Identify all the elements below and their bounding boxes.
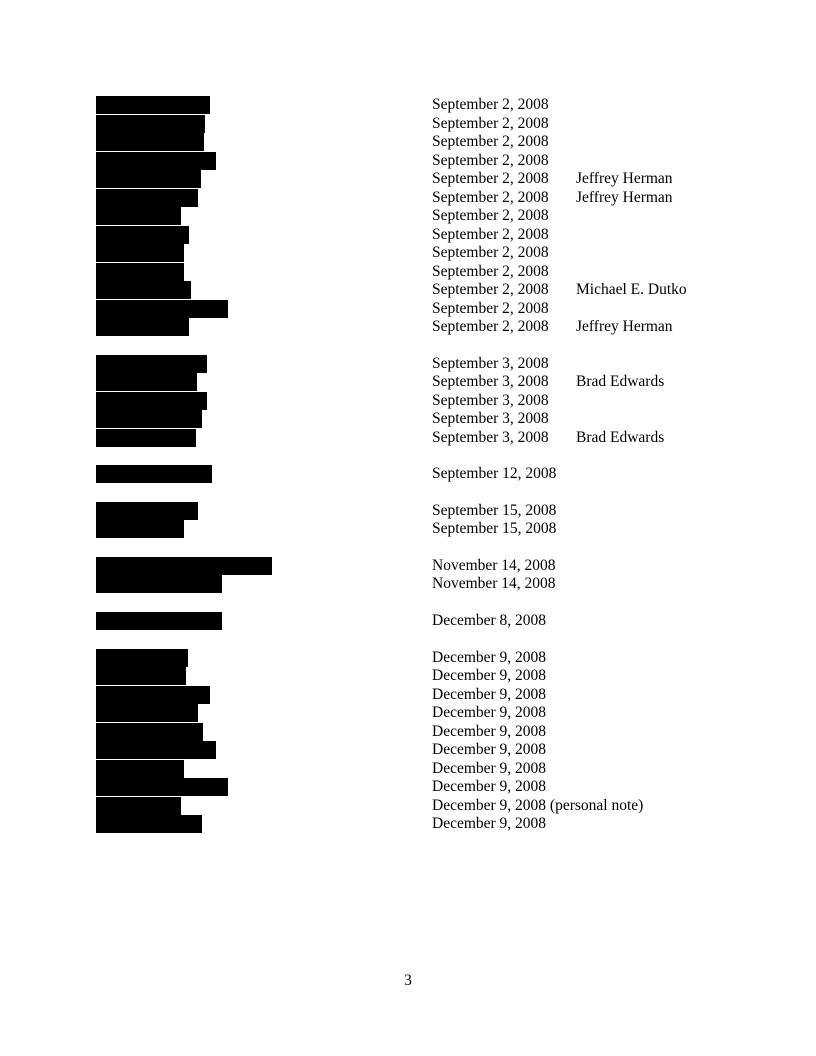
entry-date: December 9, 2008 xyxy=(432,760,547,777)
redaction-bar xyxy=(96,133,204,151)
entry-date: September 2, 2008 xyxy=(432,318,549,335)
entry-row xyxy=(0,429,816,447)
entry-row xyxy=(0,410,816,428)
redaction-bar xyxy=(96,575,222,593)
entry-date: September 2, 2008 xyxy=(432,244,549,261)
entry-date: November 14, 2008 xyxy=(432,557,556,574)
redaction-bar xyxy=(96,96,210,114)
entry-row xyxy=(0,263,816,281)
entry-row xyxy=(0,300,816,318)
entry-date: September 2, 2008 xyxy=(432,226,549,243)
entry-row xyxy=(0,189,816,207)
entry-date: September 3, 2008 xyxy=(432,410,549,427)
entry-row xyxy=(0,502,816,520)
redaction-bar xyxy=(96,207,181,225)
redaction-bar xyxy=(96,778,228,796)
redaction-bar xyxy=(96,557,272,575)
redaction-bar xyxy=(96,429,196,447)
entry-row xyxy=(0,115,816,133)
entry-row xyxy=(0,465,816,483)
entry-date: December 9, 2008 xyxy=(432,778,547,795)
entry-date: September 2, 2008 xyxy=(432,170,549,187)
entry-date: December 9, 2008 (personal note) xyxy=(432,797,644,814)
entry-date: September 2, 2008 xyxy=(432,152,549,169)
redaction-bar xyxy=(96,115,205,133)
redaction-bar xyxy=(96,281,191,299)
entry-row xyxy=(0,723,816,741)
redaction-bar xyxy=(96,465,212,483)
entry-row xyxy=(0,170,816,188)
entry-date: September 2, 2008 xyxy=(432,189,549,206)
redaction-bar xyxy=(96,263,184,281)
redaction-bar xyxy=(96,410,202,428)
entry-date: September 2, 2008 xyxy=(432,281,549,298)
entry-row xyxy=(0,797,816,815)
entry-date: December 9, 2008 xyxy=(432,815,547,832)
entry-date: September 2, 2008 xyxy=(432,133,549,150)
entry-name: Brad Edwards xyxy=(576,429,665,446)
redaction-bar xyxy=(96,318,189,336)
entry-row xyxy=(0,667,816,685)
redaction-bar xyxy=(96,723,203,741)
redaction-bar xyxy=(96,152,216,170)
entry-row xyxy=(0,649,816,667)
entry-row xyxy=(0,207,816,225)
redaction-bar xyxy=(96,189,198,207)
entry-row xyxy=(0,152,816,170)
entry-date: September 2, 2008 xyxy=(432,300,549,317)
entry-name: Brad Edwards xyxy=(576,373,665,390)
entry-row xyxy=(0,373,816,391)
entry-date: November 14, 2008 xyxy=(432,575,556,592)
entry-name: Jeffrey Herman xyxy=(576,318,673,335)
entry-row xyxy=(0,318,816,336)
entry-row xyxy=(0,575,816,593)
entry-date: September 3, 2008 xyxy=(432,429,549,446)
redaction-bar xyxy=(96,667,186,685)
entry-date: December 9, 2008 xyxy=(432,704,547,721)
entry-row xyxy=(0,520,816,538)
redaction-bar xyxy=(96,502,198,520)
redaction-bar xyxy=(96,300,228,318)
entry-date: December 8, 2008 xyxy=(432,612,547,629)
entry-row xyxy=(0,392,816,410)
entry-date: September 3, 2008 xyxy=(432,355,549,372)
entry-row xyxy=(0,96,816,114)
entry-row xyxy=(0,281,816,299)
entry-date: September 2, 2008 xyxy=(432,115,549,132)
entry-name: Jeffrey Herman xyxy=(576,189,673,206)
entry-row xyxy=(0,244,816,262)
entry-date: December 9, 2008 xyxy=(432,741,547,758)
entry-row xyxy=(0,226,816,244)
redaction-bar xyxy=(96,797,181,815)
entry-row xyxy=(0,704,816,722)
entry-date: September 12, 2008 xyxy=(432,465,557,482)
redaction-bar xyxy=(96,355,207,373)
entry-date: September 2, 2008 xyxy=(432,263,549,280)
entry-date: September 15, 2008 xyxy=(432,520,557,537)
entry-row xyxy=(0,355,816,373)
entry-date: December 9, 2008 xyxy=(432,667,547,684)
entry-row xyxy=(0,612,816,630)
entry-date: September 2, 2008 xyxy=(432,207,549,224)
redaction-bar xyxy=(96,741,216,759)
entry-date: December 9, 2008 xyxy=(432,723,547,740)
redaction-bar xyxy=(96,244,184,262)
entry-row xyxy=(0,557,816,575)
entry-row xyxy=(0,741,816,759)
redaction-bar xyxy=(96,649,188,667)
redaction-bar xyxy=(96,226,189,244)
entry-date: September 3, 2008 xyxy=(432,373,549,390)
redaction-bar xyxy=(96,815,202,833)
page-number: 3 xyxy=(404,972,412,989)
redaction-bar xyxy=(96,760,184,778)
entry-date: September 2, 2008 xyxy=(432,96,549,113)
redaction-bar xyxy=(96,612,222,630)
entry-date: September 15, 2008 xyxy=(432,502,557,519)
entry-name: Jeffrey Herman xyxy=(576,170,673,187)
redaction-bar xyxy=(96,392,207,410)
entry-row xyxy=(0,778,816,796)
redaction-bar xyxy=(96,373,197,391)
entry-date: December 9, 2008 xyxy=(432,649,547,666)
entry-name: Michael E. Dutko xyxy=(576,281,687,298)
entry-row xyxy=(0,686,816,704)
redaction-bar xyxy=(96,704,198,722)
entry-row xyxy=(0,815,816,833)
entry-date: December 9, 2008 xyxy=(432,686,547,703)
redaction-bar xyxy=(96,170,201,188)
redaction-bar xyxy=(96,520,184,538)
entry-date: September 3, 2008 xyxy=(432,392,549,409)
entry-row xyxy=(0,133,816,151)
entry-row xyxy=(0,760,816,778)
redaction-bar xyxy=(96,686,210,704)
